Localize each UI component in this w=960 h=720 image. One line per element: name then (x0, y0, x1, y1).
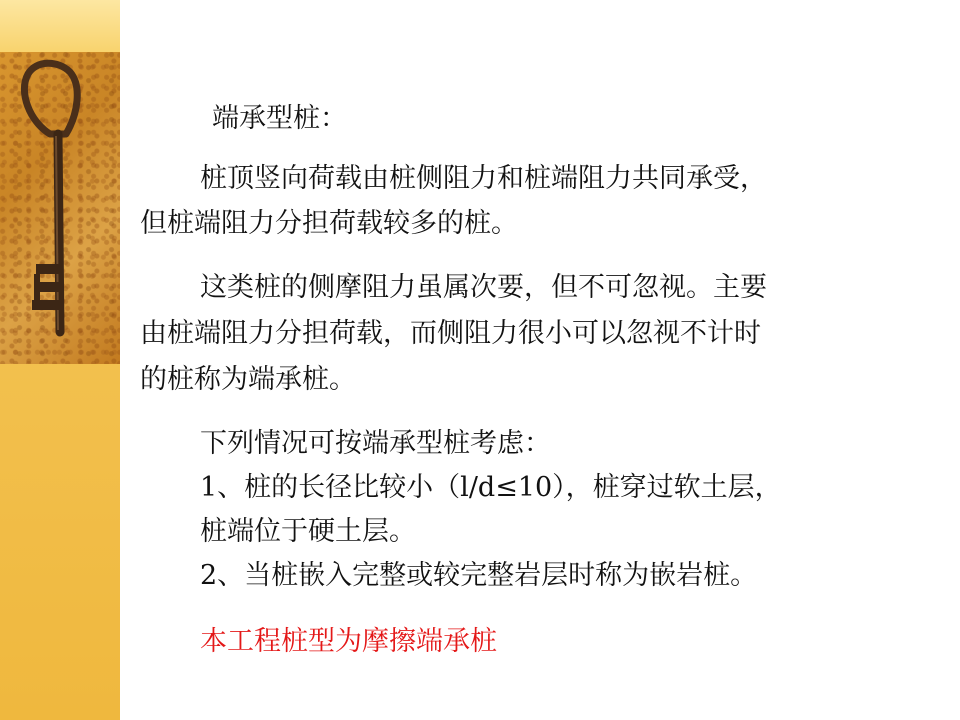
slide-heading: 端承型桩： (212, 103, 347, 134)
conditions-intro: 下列情况可按端承型桩考虑： (200, 428, 551, 459)
paragraph-2-line-3: 的桩称为端承桩。 (140, 364, 356, 395)
paragraph-1-line-1: 桩顶竖向荷载由桩侧阻力和桩端阻力共同承受， (200, 163, 767, 194)
paragraph-2-line-2: 由桩端阻力分担荷载，而侧阻力很小可以忽视不计时 (140, 318, 761, 349)
highlight-text: 本工程桩型为摩擦端承桩 (200, 626, 497, 657)
condition-item-1-cont: 桩端位于硬土层。 (200, 516, 416, 547)
paragraph-1-line-2: 但桩端阻力分担荷载较多的桩。 (140, 208, 518, 239)
condition-item-2: 2、当桩嵌入完整或较完整岩层时称为嵌岩桩。 (200, 560, 758, 591)
paragraph-2-line-1: 这类桩的侧摩阻力虽属次要，但不可忽视。主要 (200, 272, 767, 303)
condition-item-1: 1、桩的长径比较小（l/d≤10），桩穿过软土层， (200, 472, 782, 503)
